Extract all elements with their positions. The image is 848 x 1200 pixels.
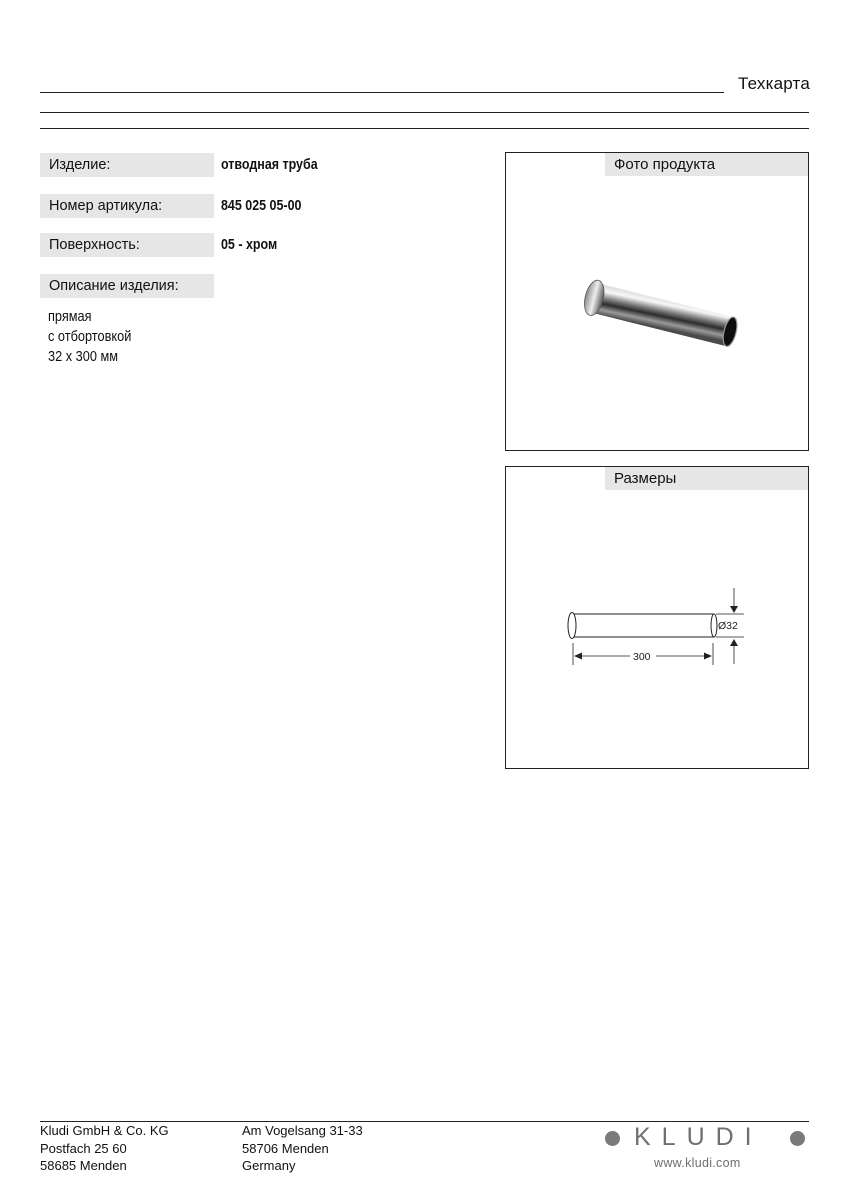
surface-value: 05 - хром	[221, 237, 278, 253]
footer-street-address	[242, 1122, 363, 1175]
document-title: Техкарта	[737, 74, 810, 93]
footer-line: Kludi GmbH & Co. KG	[40, 1123, 169, 1138]
logo-dot-right-icon	[790, 1131, 805, 1146]
description-text	[48, 307, 143, 367]
pipe-photo	[506, 153, 808, 450]
description-line: прямая	[48, 309, 92, 325]
photo-panel	[505, 152, 809, 451]
product-value: отводная труба	[221, 157, 318, 173]
description-label: Описание изделия:	[40, 274, 214, 298]
dimensions-panel-title: Размеры	[605, 467, 808, 490]
dimensions-panel	[505, 466, 809, 769]
website-url: www.kludi.com	[654, 1156, 741, 1170]
footer-line: Postfach 25 60	[40, 1140, 127, 1156]
footer-line: 58706 Menden	[242, 1140, 329, 1156]
article-value: 845 025 05-00	[221, 198, 302, 214]
logo-dot-left-icon	[605, 1131, 620, 1146]
footer-line: Am Vogelsang 31-33	[242, 1123, 363, 1138]
photo-panel-title: Фото продукта	[605, 153, 808, 176]
footer-company-address	[40, 1122, 169, 1175]
length-label: 300	[633, 651, 651, 663]
description-line: с отбортовкой	[48, 329, 132, 345]
dimension-drawing	[506, 467, 808, 768]
article-label: Номер артикула:	[40, 194, 214, 218]
header-rule-1	[40, 92, 724, 93]
surface-label: Поверхность:	[40, 233, 214, 257]
diameter-label: Ø32	[718, 620, 738, 632]
header-rule-2	[40, 112, 809, 113]
kludi-logo: KLUDI	[634, 1123, 763, 1151]
header-rule-3	[40, 128, 809, 129]
description-line: 32 x 300 мм	[48, 349, 119, 365]
footer-line: Germany	[242, 1158, 296, 1173]
footer-line: 58685 Menden	[40, 1158, 127, 1173]
product-label: Изделие:	[40, 153, 214, 177]
